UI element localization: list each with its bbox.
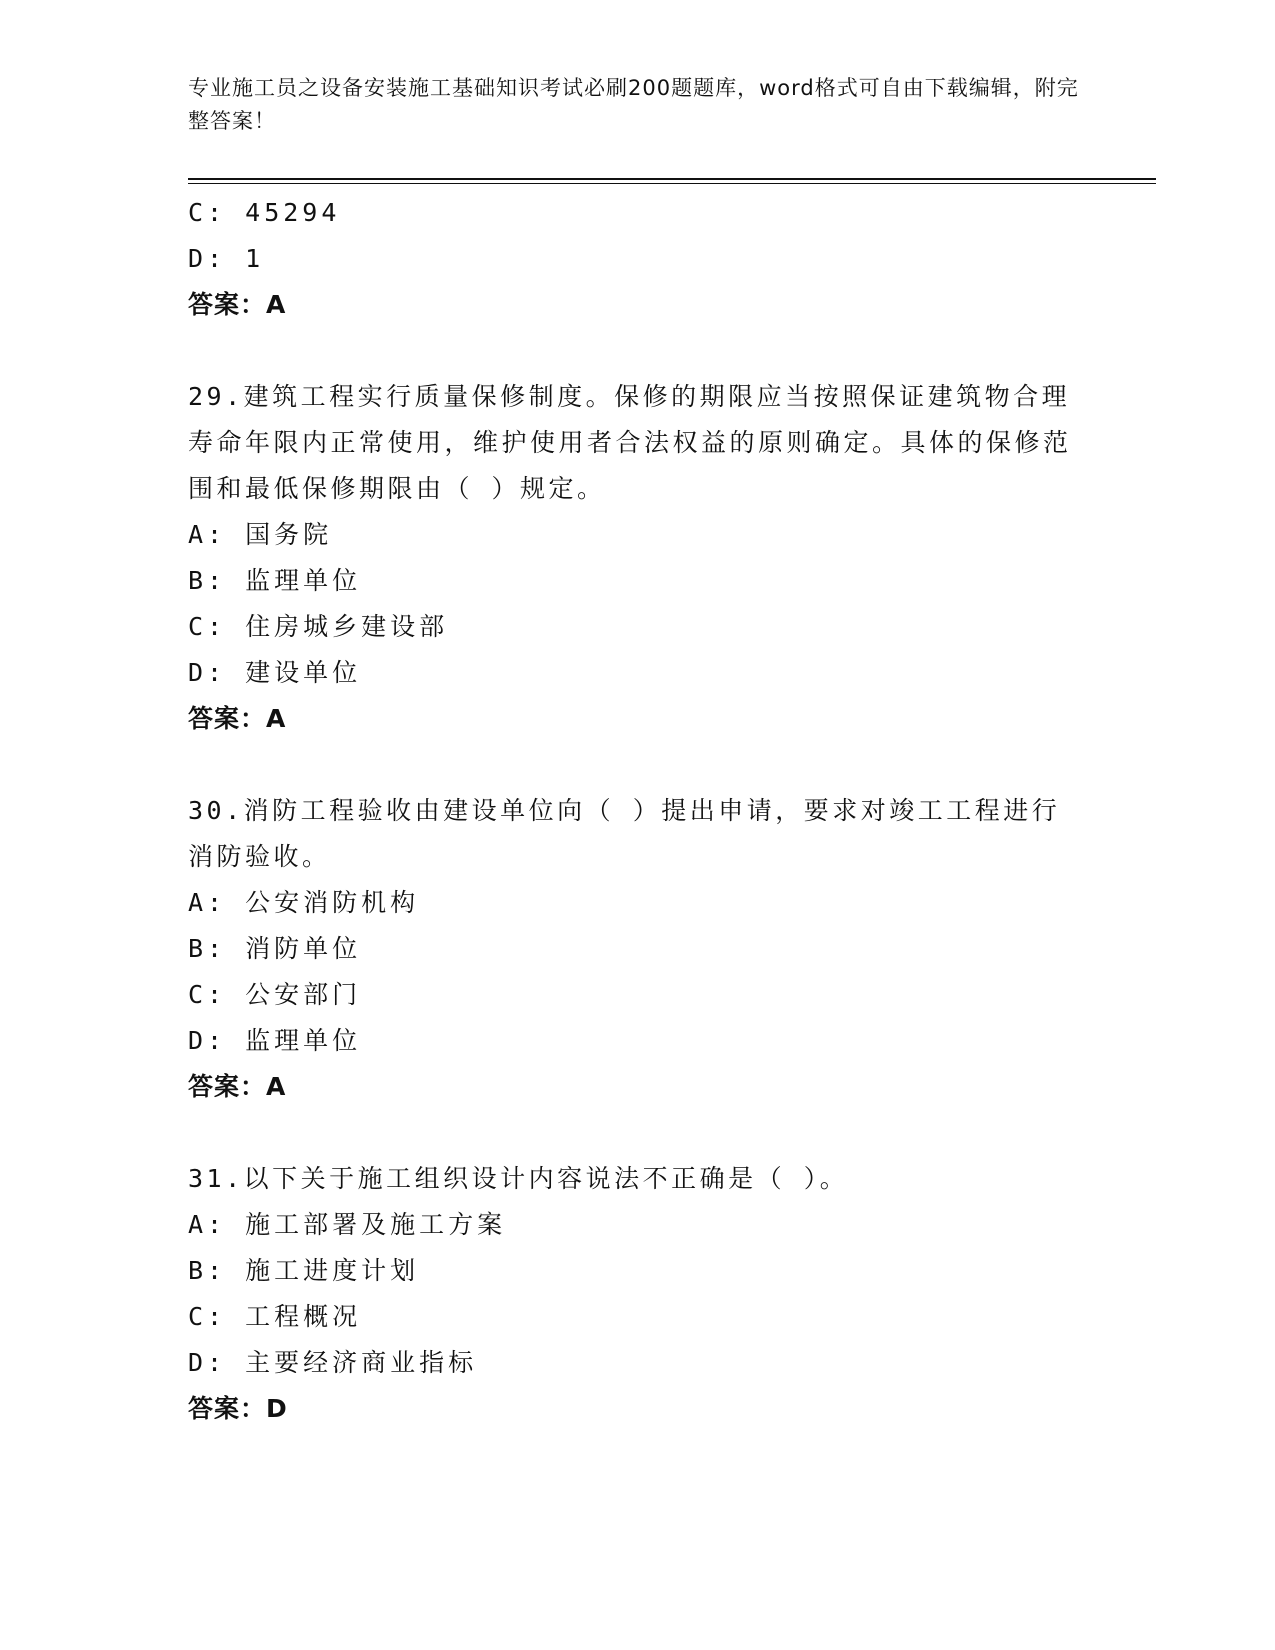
header-divider: [188, 178, 1156, 180]
option-b: B: 施工进度计划: [188, 1256, 420, 1285]
question-text: 31.以下关于施工组织设计内容说法不正确是（ ）。: [188, 1164, 849, 1193]
option-b: B: 消防单位: [188, 934, 362, 963]
option-c: C: 45294: [188, 198, 341, 227]
previous-question-tail: [188, 190, 1088, 328]
option-d: D: 建设单位: [188, 658, 362, 687]
option-c: C: 住房城乡建设部: [188, 612, 449, 641]
document-body: [188, 190, 1088, 1432]
option-c: C: 公安部门: [188, 980, 362, 1009]
page-header: 专业施工员之设备安装施工基础知识考试必刷200题题库，word格式可自由下载编辑，附完整答案！: [188, 76, 1079, 133]
question-text: 30.消防工程验收由建设单位向（ ）提出申请，要求对竣工工程进行消防验收。: [188, 796, 1061, 871]
answer-line: 答案：A: [188, 1072, 287, 1101]
option-d: D: 1: [188, 244, 265, 273]
option-b: B: 监理单位: [188, 566, 362, 595]
header-divider-thin: [188, 183, 1156, 184]
answer-line: 答案：D: [188, 1394, 288, 1423]
question-31: [188, 1156, 1088, 1432]
option-a: A: 公安消防机构: [188, 888, 420, 917]
question-29: [188, 374, 1088, 742]
question-text: 29.建筑工程实行质量保修制度。保修的期限应当按照保证建筑物合理寿命年限内正常使用，维护使用者合法权益的原则确定。具体的保修范围和最低保修期限由（ ）规定。: [188, 382, 1072, 503]
option-a: A: 施工部署及施工方案: [188, 1210, 507, 1239]
option-d: D: 监理单位: [188, 1026, 362, 1055]
option-c: C: 工程概况: [188, 1302, 362, 1331]
answer-line: 答案：A: [188, 704, 287, 733]
question-30: [188, 788, 1088, 1110]
option-d: D: 主要经济商业指标: [188, 1348, 478, 1377]
option-a: A: 国务院: [188, 520, 333, 549]
answer-line: 答案：A: [188, 290, 287, 319]
